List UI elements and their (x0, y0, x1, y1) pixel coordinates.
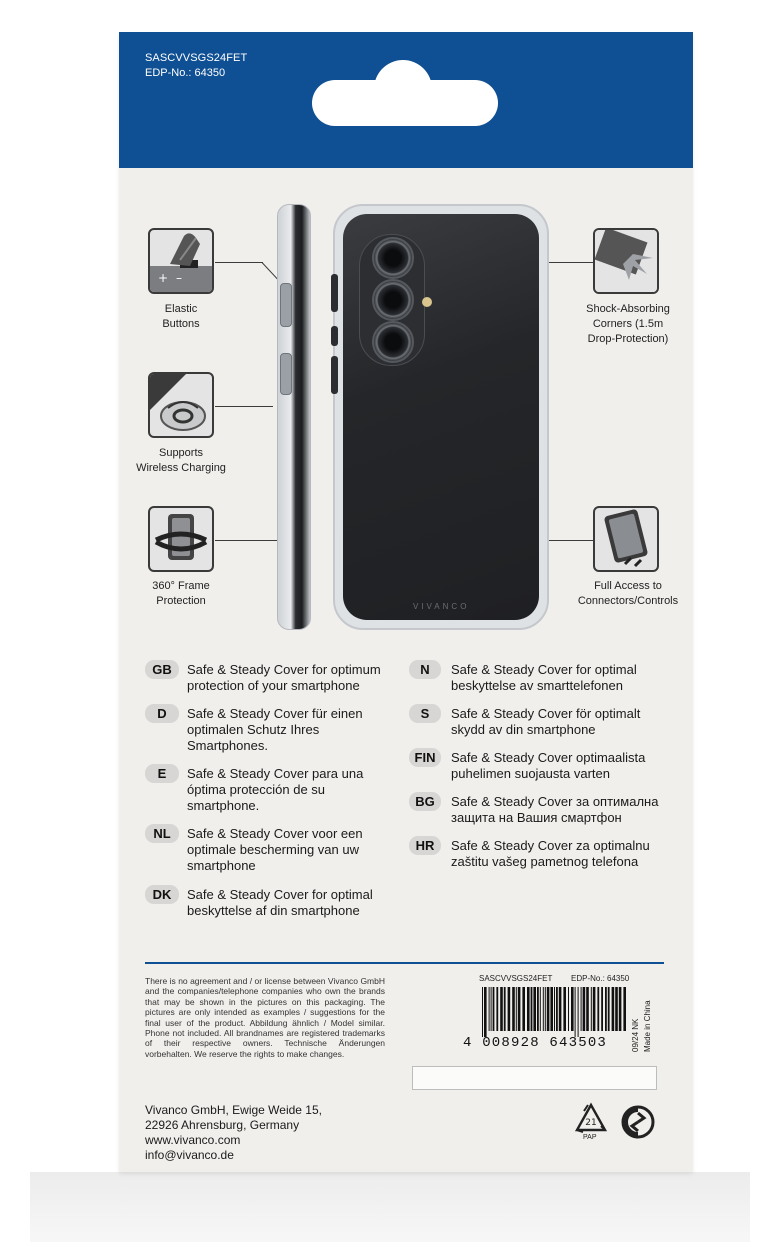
camera-lens-icon (372, 321, 414, 363)
barcode-bar (583, 987, 586, 1031)
lang-badge-n: N (409, 660, 441, 679)
barcode-bar (504, 987, 506, 1031)
lang-text-e: Safe & Steady Cover para una óptima protección de su smartphone. (187, 766, 364, 813)
barcode-bar (508, 987, 511, 1031)
barcode-bar (484, 987, 487, 1037)
barcode-bar (493, 987, 495, 1031)
barcode-bar (554, 987, 555, 1031)
barcode-bar (623, 987, 626, 1031)
company-address (145, 1103, 322, 1163)
barcode-bar (500, 987, 503, 1031)
barcode-bar (581, 987, 582, 1031)
barcode-product-code: SASCVVSGS24FET (479, 974, 553, 983)
svg-text:–: – (176, 271, 182, 285)
lang-badge-s: S (409, 704, 441, 723)
packaging-card (119, 32, 693, 1172)
green-dot-icon (621, 1105, 655, 1139)
hang-hole (312, 80, 498, 126)
barcode-bar (518, 987, 521, 1031)
lang-text-gb: Safe & Steady Cover for optimum protection of your smartphone (187, 662, 381, 693)
barcode-bar (559, 987, 562, 1031)
barcode-digits: 4 008928 643503 (463, 1035, 608, 1051)
barcode-bar (605, 987, 607, 1031)
legal-disclaimer: There is no agreement and / or license between Vivanco GmbH and the companies/telephone companies who own the brands that may be shown in the pictures on this packaging. The pictures are only intended as examples / suggestions for the final user of the product. Abbildung ähnlich / Model similar. Phone not included. All brandnames are registered trademarks of their respective owners. Technische Änderungen vorbehalten. We reserve the rights to make changes. (145, 976, 385, 1059)
email: info@vivanco.de (145, 1148, 234, 1162)
pap-label: PAP (583, 1134, 597, 1141)
case-brand-mark: VIVANCO (413, 602, 470, 611)
phone-back-panel (343, 214, 539, 620)
barcode-bar (601, 987, 603, 1031)
shock-absorbing-icon (593, 228, 659, 294)
lang-text-bg: Safe & Steady Cover за оптимална защита на Вашия смартфон (451, 794, 659, 825)
shelf-shadow (30, 1172, 750, 1242)
volume-button (280, 283, 292, 327)
barcode-bar (491, 987, 492, 1031)
lang-badge-nl: NL (145, 824, 179, 843)
side-key (331, 274, 338, 312)
address-line: Vivanco GmbH, Ewige Weide 15, (145, 1103, 322, 1117)
elastic-buttons-label: Elastic Buttons (162, 303, 200, 330)
frame-protection-icon (148, 506, 214, 572)
lang-badge-dk: DK (145, 885, 179, 904)
camera-module (359, 234, 425, 366)
barcode-bar (568, 987, 569, 1031)
lang-badge-e: E (145, 764, 179, 783)
barcode-bar (537, 987, 539, 1031)
full-access-icon (593, 506, 659, 572)
elastic-buttons-icon (148, 228, 214, 294)
leader-line (215, 406, 273, 407)
lang-badge-bg: BG (409, 792, 441, 811)
barcode-bar (531, 987, 533, 1031)
leader-line (215, 540, 281, 541)
side-key (331, 326, 338, 346)
barcode-bar (496, 987, 498, 1031)
lang-badge-fin: FIN (409, 748, 441, 767)
production-date: 09/24 NK (631, 1018, 640, 1052)
edp-number: EDP-No.: 64350 (145, 67, 226, 79)
power-button (280, 353, 292, 395)
barcode-bar (556, 987, 558, 1031)
barcode-bar (550, 987, 553, 1031)
lang-text-nl: Safe & Steady Cover voor een optimale bescherming van uw smartphone (187, 826, 363, 873)
barcode-bar (575, 987, 576, 1037)
barcode-bar (516, 987, 517, 1031)
barcode-bar (597, 987, 599, 1031)
lang-text-s: Safe & Steady Cover för optimalt skydd av din smartphone (451, 706, 641, 737)
lang-text-d: Safe & Steady Cover für einen optimalen Schutz Ihres Smartphones. (187, 706, 363, 753)
product-code: SASCVVSGS24FET (145, 52, 248, 64)
barcode-bar (612, 987, 615, 1031)
frame-protection-label: 360° Frame Protection (152, 580, 210, 607)
barcode-bar (522, 987, 525, 1031)
barcode-bar (533, 987, 536, 1031)
leader-line (215, 262, 263, 263)
wireless-charging-icon (148, 372, 214, 438)
barcode-edp: EDP-No.: 64350 (571, 974, 630, 983)
barcode-bar (545, 987, 546, 1031)
shock-absorbing-label: Shock-Absorbing Corners (1.5m Drop-Protection) (586, 303, 670, 345)
barcode-bar (619, 987, 622, 1031)
address-line: 22926 Ahrensburg, Germany (145, 1118, 300, 1132)
lang-badge-gb: GB (145, 660, 179, 679)
ean-barcode (480, 987, 630, 1037)
website: www.vivanco.com (145, 1133, 241, 1147)
side-key (331, 356, 338, 394)
leader-line (547, 262, 593, 263)
barcode-bar (615, 987, 618, 1031)
made-in: Made in China (643, 1000, 652, 1052)
blank-label-box (412, 1066, 657, 1090)
barcode-bar (586, 987, 589, 1031)
barcode-bar (540, 987, 541, 1031)
lang-text-fin: Safe & Steady Cover optimaalista puhelimen suojausta varten (451, 750, 646, 781)
lang-text-hr: Safe & Steady Cover za optimalnu zaštitu vašeg pametnog telefona (451, 838, 650, 869)
barcode-bar (489, 987, 490, 1031)
barcode-bar (543, 987, 544, 1031)
full-access-label: Full Access to Connectors/Controls (577, 580, 679, 607)
svg-text:+: + (158, 271, 169, 285)
barcode-bar (591, 987, 592, 1031)
flash-icon (422, 297, 432, 307)
barcode-bar (571, 987, 574, 1031)
pap-number: 21 (585, 1118, 597, 1128)
camera-lens-icon (372, 279, 414, 321)
barcode-bar (527, 987, 530, 1031)
footer-divider (145, 962, 664, 964)
barcode-bar (578, 987, 579, 1037)
lang-badge-hr: HR (409, 836, 441, 855)
barcode-bar (608, 987, 610, 1031)
lang-text-dk: Safe & Steady Cover for optimal beskyttelse af din smartphone (187, 887, 373, 918)
wireless-charging-label: Supports Wireless Charging (136, 447, 226, 474)
phone-back-view (333, 204, 549, 630)
lang-badge-d: D (145, 704, 179, 723)
phone-side-view (277, 204, 311, 630)
lang-text-n: Safe & Steady Cover for optimal beskyttelse av smarttelefonen (451, 662, 637, 693)
camera-lens-icon (372, 237, 414, 279)
header-band (119, 32, 693, 168)
barcode-bar (563, 987, 566, 1031)
barcode-bar (512, 987, 515, 1031)
barcode-bar (593, 987, 596, 1031)
barcode-bar (482, 987, 483, 1037)
barcode-bar (547, 987, 550, 1031)
